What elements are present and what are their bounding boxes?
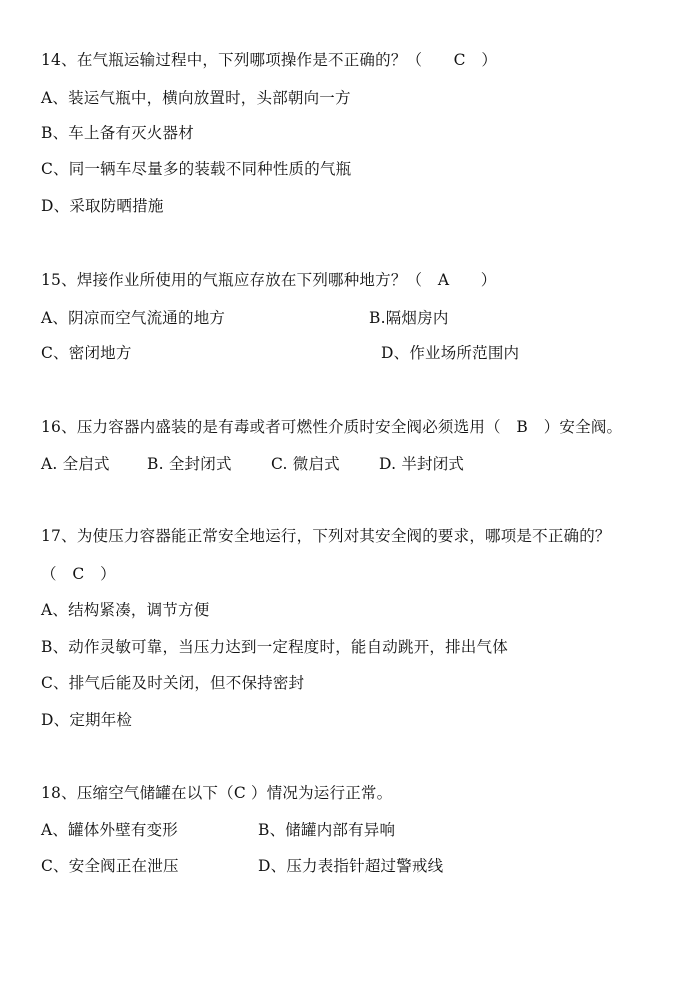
question-16-option-b: B. 全封闭式: [147, 455, 232, 473]
question-15-option-c: C、密闭地方: [41, 344, 132, 362]
question-15-option-d: D、作业场所范围内: [381, 344, 520, 362]
question-17-option-b: B、动作灵敏可靠，当压力达到一定程度时，能自动跳开，排出气体: [41, 638, 508, 656]
question-15-option-b: B.隔烟房内: [369, 309, 449, 327]
question-17-stem: 17、为使压力容器能正常安全地运行，下列对其安全阀的要求，哪项是不正确的？: [41, 527, 611, 545]
question-15-option-a: A、阴凉而空气流通的地方: [41, 309, 226, 327]
question-17-option-a: A、结构紧凑，调节方便: [41, 601, 210, 619]
question-15-stem: 15、焊接作业所使用的气瓶应存放在下列哪种地方？（ A ）: [41, 271, 497, 289]
question-17-option-d: D、定期年检: [41, 711, 133, 729]
question-14-stem: 14、在气瓶运输过程中，下列哪项操作是不正确的？（ C ）: [41, 51, 498, 69]
question-16-option-c: C. 微启式: [271, 455, 340, 473]
question-18-option-d: D、压力表指针超过警戒线: [258, 857, 444, 875]
question-14-option-a: A、装运气瓶中，横向放置时，头部朝向一方: [41, 89, 351, 107]
question-18-option-b: B、储罐内部有异响: [258, 821, 396, 839]
question-16-stem: 16、压力容器内盛装的是有毒或者可燃性介质时安全阀必须选用（ B ）安全阀。: [41, 418, 623, 436]
question-16-option-a: A. 全启式: [41, 455, 110, 473]
question-18-stem: 18、压缩空气储罐在以下（C ）情况为运行正常。: [41, 784, 393, 802]
question-14-option-b: B、车上备有灭火器材: [41, 124, 194, 142]
question-14-option-c: C、同一辆车尽量多的装载不同种性质的气瓶: [41, 160, 352, 178]
question-18-option-a: A、罐体外壁有变形: [41, 821, 178, 839]
question-16-option-d: D. 半封闭式: [379, 455, 465, 473]
question-17-option-c: C、排气后能及时关闭，但不保持密封: [41, 674, 305, 692]
question-17-answer: （ C ）: [41, 565, 116, 583]
question-18-option-c: C、安全阀正在泄压: [41, 857, 179, 875]
question-14-option-d: D、采取防晒措施: [41, 197, 164, 215]
